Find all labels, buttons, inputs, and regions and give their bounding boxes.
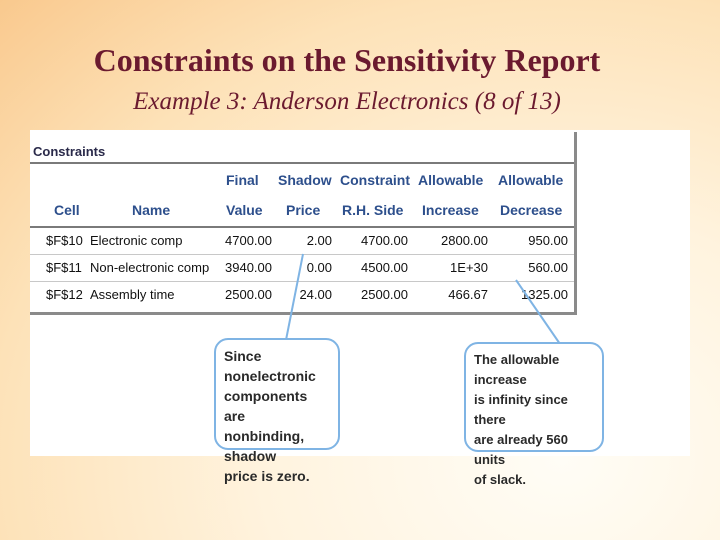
cell-rhs: 4700.00 [361,233,408,248]
callout-line: are already 560 units [474,432,568,467]
header-price: Price [286,202,321,218]
callout-line: components are [224,388,308,424]
cell-final-value: 3940.00 [225,260,272,275]
sensitivity-report-figure [30,130,690,487]
header-decrease: Decrease [500,202,563,218]
cell-allow-decrease: 560.00 [528,260,568,275]
callout-line: nonbinding, shadow [224,428,305,464]
callout-allowable-increase [464,342,604,487]
cell-name: Assembly time [90,287,175,302]
cell-shadow-price: 0.00 [306,260,332,275]
header-name: Name [132,202,171,218]
cell-shadow-price: 2.00 [306,233,332,248]
header-allowable-inc: Allowable [418,172,484,188]
cell-shadow-price: 24.00 [299,287,332,302]
slide-subtitle: Example 3: Anderson Electronics (8 of 13) [133,88,561,115]
header-increase: Increase [422,202,479,218]
cell-rhs: 4500.00 [361,260,408,275]
header-value: Value [226,202,263,218]
callout-line: is infinity since there [474,392,568,427]
callout-line: Since nonelectronic [224,348,316,384]
pointer-line-left [286,254,303,340]
cell-final-value: 4700.00 [225,233,272,248]
header-constraint: Constraint [340,172,410,188]
header-shadow: Shadow [278,172,332,188]
cell-allow-increase: 2800.00 [441,233,488,248]
callout-line: of slack. [474,472,527,487]
callout-shadow-price [214,338,340,484]
slide-title: Constraints on the Sensitivity Report [93,42,601,78]
header-final: Final [226,172,259,188]
pointer-line-right [516,280,560,344]
cell-allow-decrease: 1325.00 [521,287,568,302]
callout-line: price is zero. [224,468,310,484]
cell-ref: $F$10 [46,233,83,248]
cell-ref: $F$12 [46,287,83,302]
header-rhs: R.H. Side [342,202,404,218]
cell-name: Electronic comp [90,233,183,248]
cell-final-value: 2500.00 [225,287,272,302]
cell-allow-decrease: 950.00 [528,233,568,248]
cell-ref: $F$11 [46,260,82,275]
header-cell: Cell [54,202,80,218]
cell-name: Non-electronic comp [90,260,210,275]
cell-allow-increase: 1E+30 [450,260,488,275]
cell-allow-increase: 466.67 [448,287,488,302]
report-section-title: Constraints [33,144,106,159]
callout-line: The allowable increase [474,352,560,387]
header-allowable-dec: Allowable [498,172,564,188]
cell-rhs: 2500.00 [361,287,408,302]
